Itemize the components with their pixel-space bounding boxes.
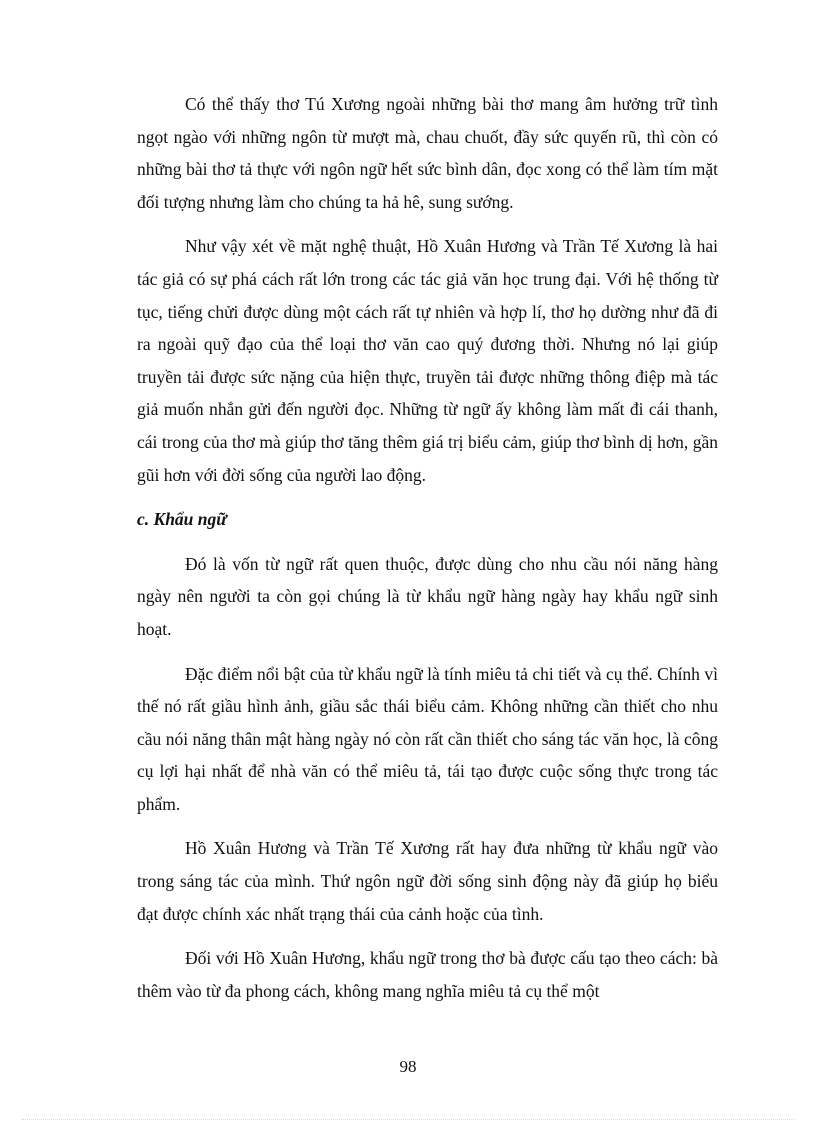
body-paragraph: Đặc điểm nổi bật của từ khẩu ngữ là tính miêu tả chi tiết và cụ thể. Chính vì thế nó rất giầu hình ảnh, giầu sắc thái biểu cảm. Không những cần thiết cho nhu cầu nói năng thân mật hàng ngày nó còn rất cần thiết cho sáng tác văn học, là công cụ lợi hại nhất để nhà văn có thể miêu tả, tái tạo được cuộc sống thực trong tác phẩm. [137, 663, 718, 814]
body-paragraph: Hồ Xuân Hương và Trần Tế Xương rất hay đưa những từ khẩu ngữ vào trong sáng tác của mình. Thứ ngôn ngữ đời sống sinh động này đã giúp họ biểu đạt được chính xác nhất trạng thái của cảnh hoặc của tình. [137, 838, 718, 924]
section-heading: c. Khẩu ngữ [137, 509, 227, 530]
page-number: 98 [399, 1057, 417, 1076]
body-paragraph: Như vậy xét về mặt nghệ thuật, Hồ Xuân Hương và Trần Tế Xương là hai tác giả có sự phá cách rất lớn trong các tác giả văn học trung đại. Với hệ thống từ tục, tiếng chửi được dùng một cách rất tự nhiên và hợp lí, thơ họ dường như đã đi ra ngoài quỹ đạo của thể loại thơ văn cao quý đương thời. Nhưng nó lại giúp truyền tải được sức nặng của hiện thực, truyền tải được những thông điệp mà tác giả muốn nhắn gửi đến người đọc. Những từ ngữ ấy không làm mất đi cái thanh, cái trong của thơ mà giúp thơ tăng thêm giá trị biểu cảm, giúp thơ bình dị hơn, gần gũi hơn với đời sống của người lao động. [137, 236, 718, 485]
body-paragraph: Đó là vốn từ ngữ rất quen thuộc, được dùng cho nhu cầu nói năng hàng ngày nên người ta còn gọi chúng là từ khẩu ngữ hàng ngày hay khẩu ngữ sinh hoạt. [137, 553, 718, 639]
page-bottom-divider [22, 1119, 794, 1120]
page-body [137, 88, 718, 1017]
body-paragraph: Đối với Hồ Xuân Hương, khẩu ngữ trong thơ bà được cấu tạo theo cách: bà thêm vào từ đa phong cách, không mang nghĩa miêu tả cụ thể một [137, 948, 718, 1001]
body-paragraph: Có thể thấy thơ Tú Xương ngoài những bài thơ mang âm hưởng trữ tình ngọt ngào với những ngôn từ mượt mà, chau chuốt, đầy sức quyến rũ, thì còn có những bài thơ tả thực với ngôn ngữ hết sức bình dân, đọc xong có thể làm tím mặt đối tượng nhưng làm cho chúng ta hả hê, sung sướng. [137, 94, 718, 212]
